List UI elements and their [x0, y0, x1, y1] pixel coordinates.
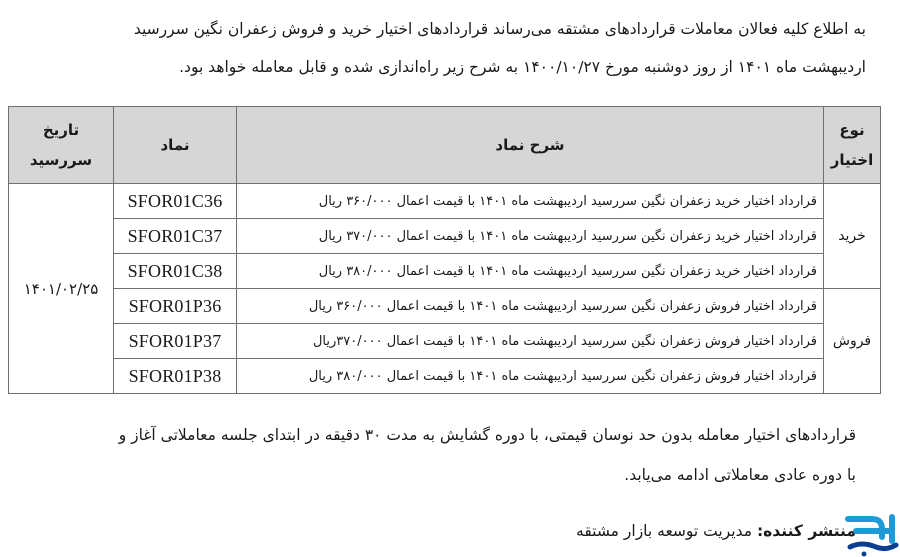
- table-row: [9, 359, 881, 394]
- header-expiry-date-line2: سررسید: [29, 151, 93, 169]
- contract-symbol: SFOR01C38: [114, 254, 237, 289]
- publisher-line: [576, 516, 856, 546]
- contract-description: قرارداد اختیار خرید زعفران نگین سررسید اردیبهشت ماه ۱۴۰۱ با قیمت اعمال ۳۷۰/۰۰۰ ریال: [237, 219, 824, 254]
- contract-description: قرارداد اختیار فروش زعفران نگین سررسید اردیبهشت ماه ۱۴۰۱ با قیمت اعمال ۳۷۰/۰۰۰ریال: [237, 324, 824, 359]
- header-description: شرح نماد: [237, 107, 824, 184]
- kala-khabar-logo-icon: [842, 511, 900, 557]
- intro-paragraph: [20, 10, 866, 86]
- note-line-1: قراردادهای اختیار معامله بدون حد نوسان قیمتی، با دوره گشایش به مدت ۳۰ دقیقه در ابتدای جلسه معاملاتی آغاز و: [118, 426, 856, 444]
- expiry-date: ۱۴۰۱/۰۲/۲۵: [9, 184, 114, 394]
- note-line-2: با دوره عادی معاملاتی ادامه می‌یابد.: [624, 466, 856, 484]
- table-row: [9, 324, 881, 359]
- contract-description: قرارداد اختیار خرید زعفران نگین سررسید اردیبهشت ماه ۱۴۰۱ با قیمت اعمال ۳۶۰/۰۰۰ ریال: [237, 184, 824, 219]
- contract-description: قرارداد اختیار فروش زعفران نگین سررسید اردیبهشت ماه ۱۴۰۱ با قیمت اعمال ۳۶۰/۰۰۰ ریال: [237, 289, 824, 324]
- header-option-type-line2: اختیار: [830, 151, 874, 169]
- contract-symbol: SFOR01C37: [114, 219, 237, 254]
- publisher-label: منتشر کننده:: [756, 522, 856, 540]
- table-header-row: [9, 107, 881, 184]
- contract-symbol: SFOR01P36: [114, 289, 237, 324]
- contract-symbol: SFOR01P37: [114, 324, 237, 359]
- table-row: [9, 254, 881, 289]
- header-expiry-date-line1: تاریخ: [42, 121, 80, 139]
- header-option-type-line1: نوع: [839, 121, 865, 139]
- header-symbol: نماد: [114, 107, 237, 184]
- intro-line-1: به اطلاع کلیه فعالان معاملات قراردادهای مشتقه می‌رساند قراردادهای اختیار خرید و فروش زعفران نگین سررسید: [133, 20, 866, 38]
- intro-line-2: اردیبهشت ماه ۱۴۰۱ از روز دوشنبه مورخ ۱۴۰۰/۱۰/۲۷ به شرح زیر راه‌اندازی شده و قابل معامله خواهد بود.: [179, 58, 866, 76]
- header-option-type: [824, 107, 881, 184]
- publisher-value: مدیریت توسعه بازار مشتقه: [576, 522, 753, 540]
- option-type-call: خرید: [824, 184, 881, 289]
- contract-symbol: SFOR01C36: [114, 184, 237, 219]
- options-contracts-table: [8, 106, 881, 394]
- trading-note: [30, 415, 856, 495]
- contract-symbol: SFOR01P38: [114, 359, 237, 394]
- contract-description: قرارداد اختیار فروش زعفران نگین سررسید اردیبهشت ماه ۱۴۰۱ با قیمت اعمال ۳۸۰/۰۰۰ ریال: [237, 359, 824, 394]
- option-type-put: فروش: [824, 289, 881, 394]
- table-row: [9, 289, 881, 324]
- contract-description: قرارداد اختیار خرید زعفران نگین سررسید اردیبهشت ماه ۱۴۰۱ با قیمت اعمال ۳۸۰/۰۰۰ ریال: [237, 254, 824, 289]
- table-row: [9, 219, 881, 254]
- table-row: [9, 184, 881, 219]
- header-expiry-date: [9, 107, 114, 184]
